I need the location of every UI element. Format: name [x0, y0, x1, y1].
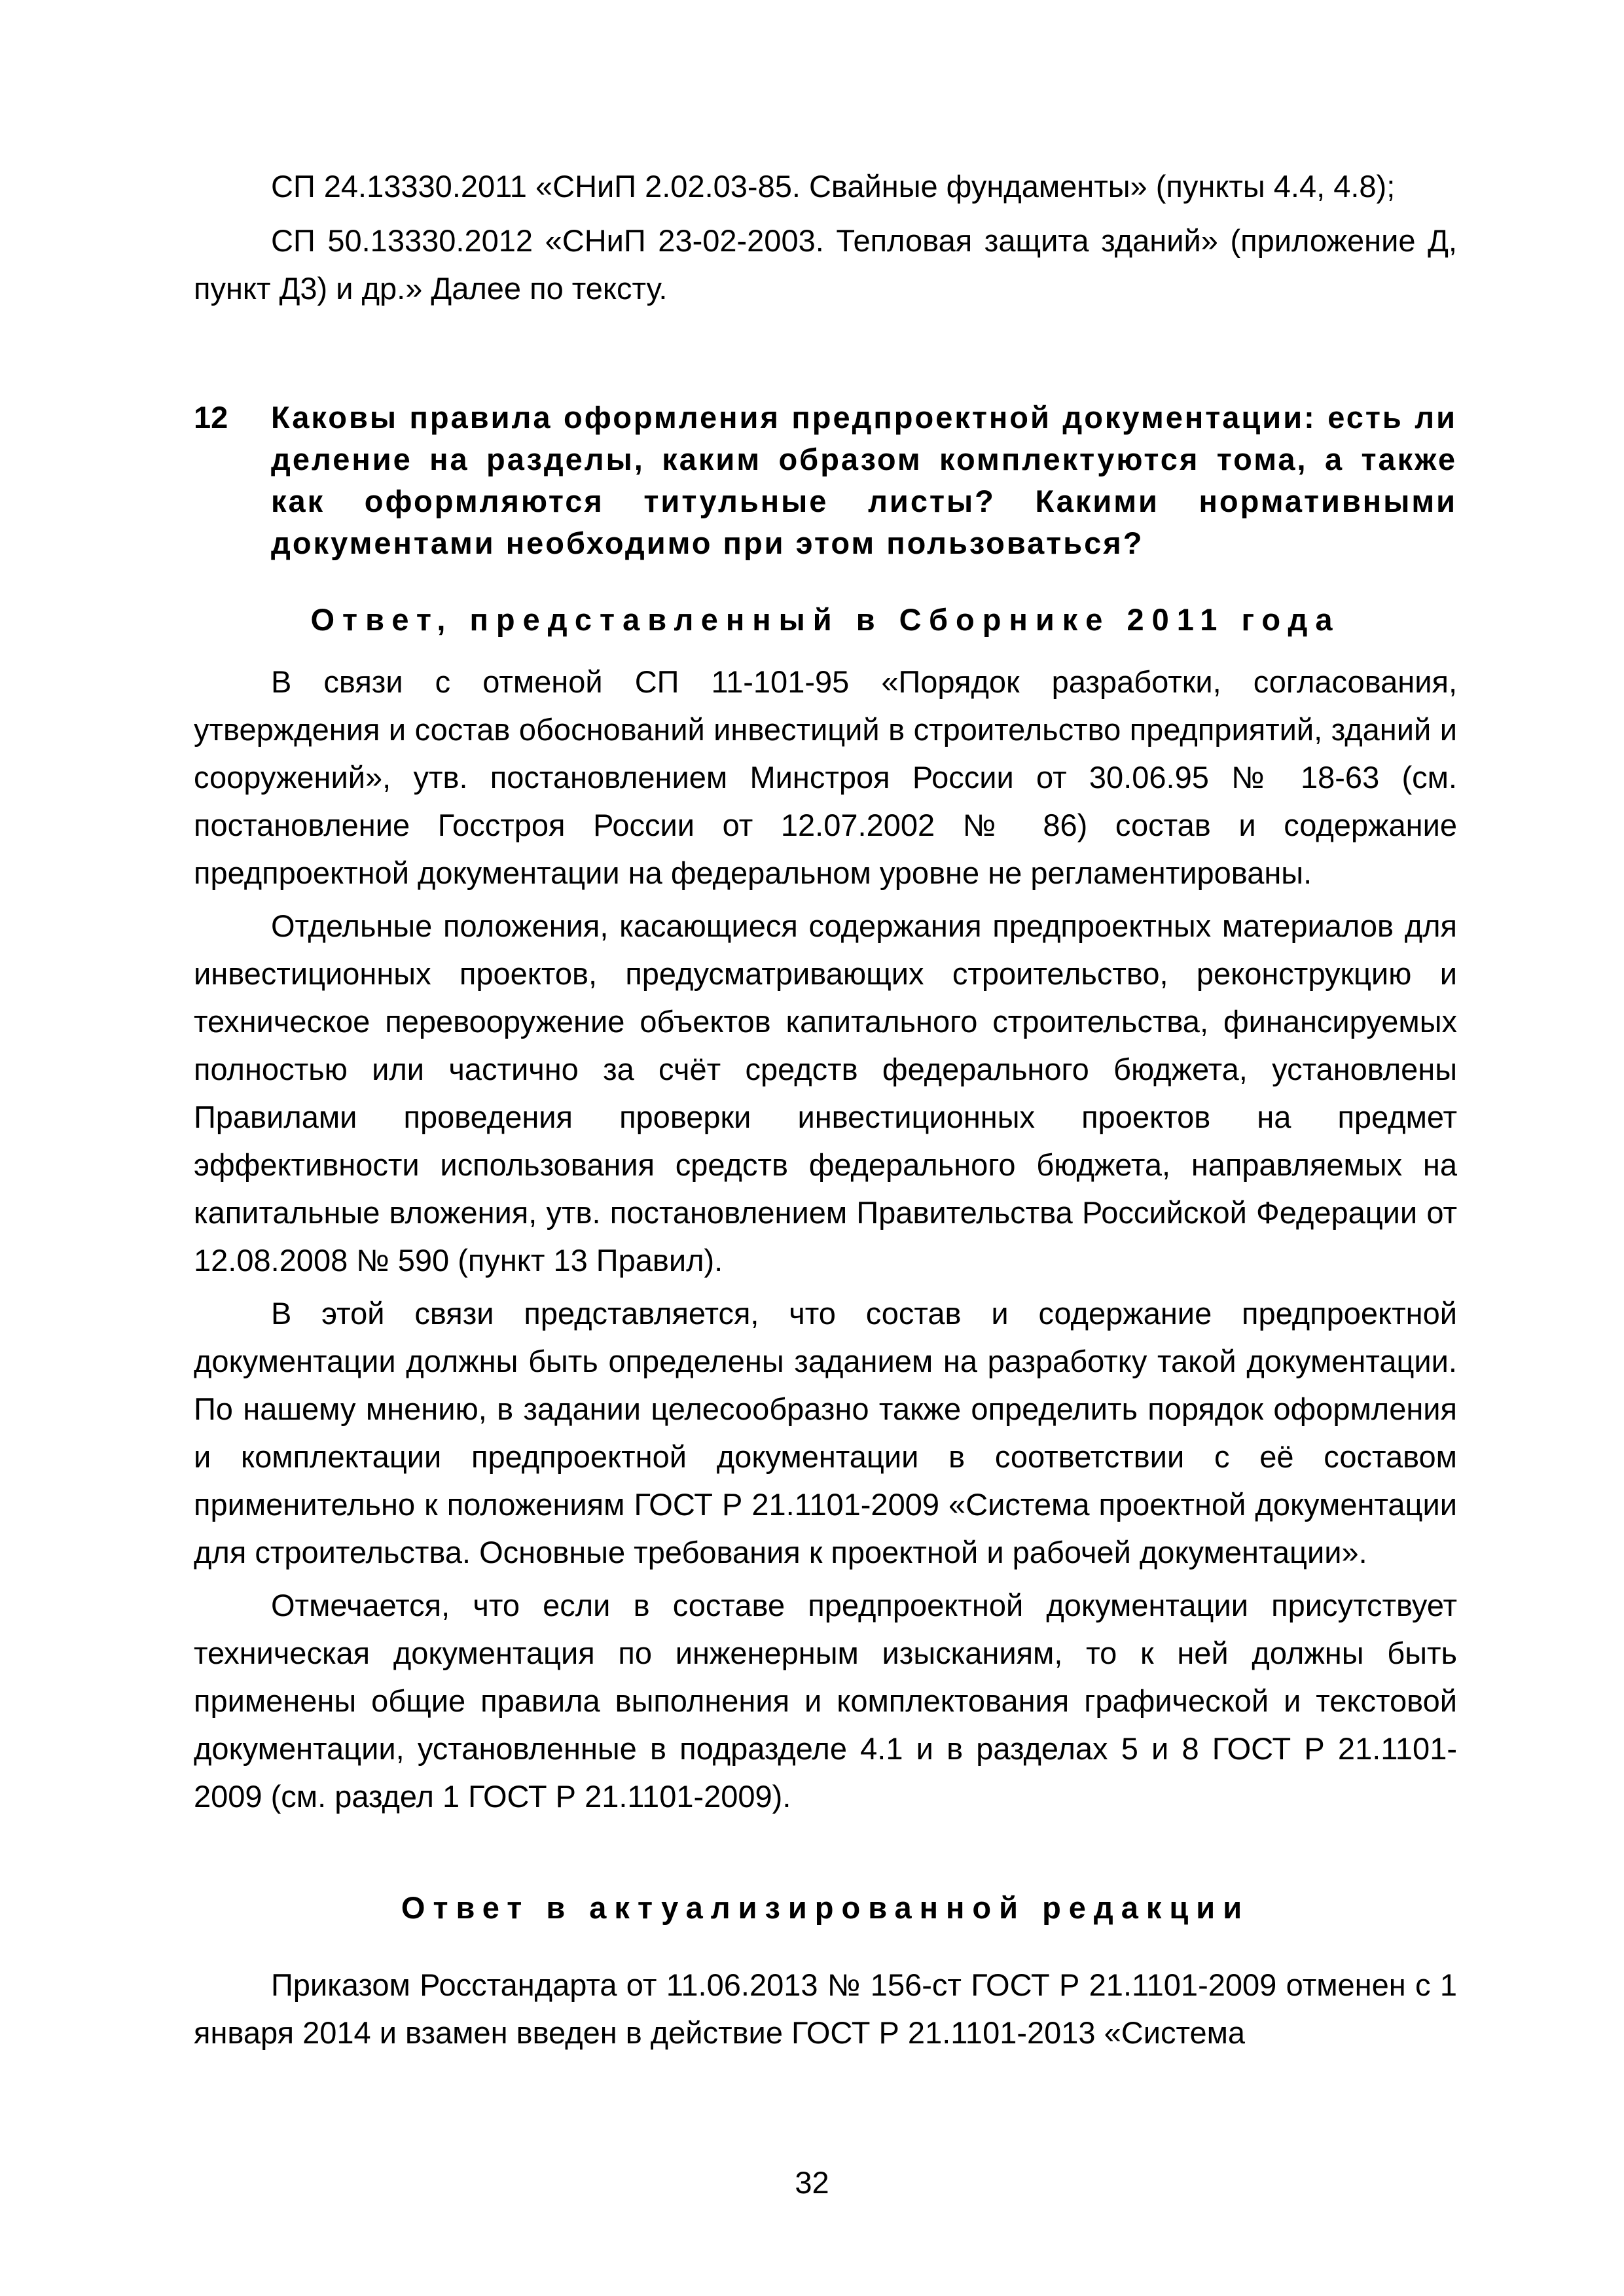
question-number: 12 — [194, 400, 228, 435]
answer-2011-heading: Ответ, представленный в Сборнике 2011 года — [310, 602, 1341, 637]
answer-2011-paragraph-2: Отдельные положения, касающиеся содержания предпроектных материалов для инвестиционных проектов, предусматривающих строительство, реконструкцию и техническое перевооружение объектов капитального строительства, финансируемых полностью или частично за счёт средств федерального бюджета, установлены Правилами проведения проверки инвестиционных проектов на предмет эффективности использования средств федерального бюджета, направляемых на капитальные вложения, утв. постановлением Правительства Российской Федерации от 12.08.2008 № 590 (пункт 13 Правил). — [194, 908, 1457, 1278]
answer-2011-paragraph-4: Отмечается, что если в составе предпроектной документации присутствует техническая документация по инженерным изысканиям, то к ней должны быть применены общие правила выполнения и комплектования графической и текстовой документации, установленные в подразделе 4.1 и в разделах 5 и 8 ГОСТ Р 21.1101-2009 (см. раздел 1 ГОСТ Р 21.1101-2009). — [194, 1588, 1457, 1814]
intro-references — [194, 162, 1457, 312]
question-block — [194, 397, 1457, 564]
question-text: Каковы правила оформления предпроектной документации: есть ли деление на разделы, каким образом комплектуются тома, а также как оформляются титульные листы? Какими нормативными документами необходимо при этом пользоваться? — [271, 400, 1457, 560]
answer-2011-paragraph-3: В этой связи представляется, что состав и содержание предпроектной документации должны быть определены заданием на разработку такой документации. По нашему мнению, в задании целесообразно также определить порядок оформления и комплектации предпроектной документации в соответствии с её составом применительно к положениям ГОСТ Р 21.1101-2009 «Система проектной документации для строительства. Основные требования к проектной и рабочей документации». — [194, 1296, 1457, 1570]
reference-sp-24: СП 24.13330.2011 «СНиП 2.02.03-85. Свайные фундаменты» (пункты 4.4, 4.8); — [271, 169, 1396, 204]
answer-2011-paragraph-1: В связи с отменой СП 11-101-95 «Порядок разработки, согласования, утверждения и состав обоснований инвестиций в строительство предприятий, зданий и сооружений», утв. постановлением Минстроя России от 30.06.95 № 18-63 (см. постановление Госстроя России от 12.07.2002 № 86) состав и содержание предпроектной документации на федеральном уровне не регламентированы. — [194, 664, 1457, 890]
answer-updated-body — [194, 1961, 1457, 2056]
answer-updated-paragraph: Приказом Росстандарта от 11.06.2013 № 156-ст ГОСТ Р 21.1101-2009 отменен с 1 января 2014 и взамен введен в действие ГОСТ Р 21.1101-2013 «Система — [194, 1967, 1457, 2050]
page-number: 32 — [795, 2165, 829, 2200]
answer-2011-body — [194, 658, 1457, 1820]
reference-sp-50: СП 50.13330.2012 «СНиП 23-02-2003. Тепловая защита зданий» (приложение Д, пункт Д3) и др.» Далее по тексту. — [194, 223, 1457, 306]
answer-updated-heading: Ответ в актуализированной редакции — [401, 1890, 1250, 1925]
